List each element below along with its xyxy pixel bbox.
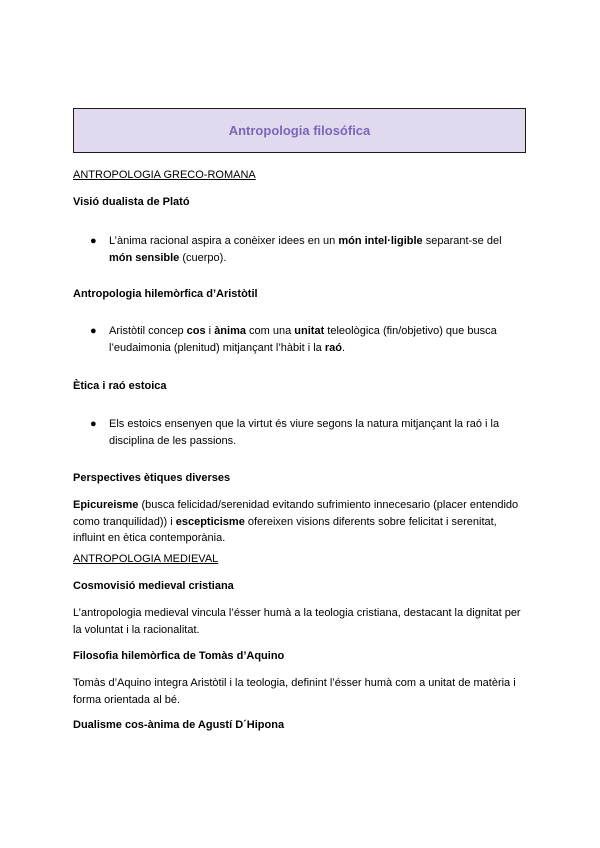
title-banner [73, 108, 526, 153]
paragraph-perspectives: Epicureisme (busca felicidad/serenidad evitando sufrimiento innecesario (placer entendido como tranquilidad)) i escepticisme ofereixen visions diferents sobre felicitat i serenitat, influint en ètica contemporània. [73, 499, 519, 544]
section-heading-medieval: ANTROPOLOGIA MEDIEVAL [73, 553, 219, 565]
bullet-dot-icon: ● [90, 325, 97, 337]
page-title: Antropologia filosófica [228, 123, 371, 138]
bullet-text: Aristòtil concep cos i ànima com una unitat teleològica (fin/objetivo) que busca l’eudaimonia (plenitud) mitjançant l’hàbit i la raó. [109, 325, 497, 354]
section-heading-greco-romana: ANTROPOLOGIA GRECO-ROMANA [73, 169, 256, 181]
heading-cosmovisio: Cosmovisió medieval cristiana [73, 580, 234, 592]
heading-perspectives: Perspectives ètiques diverses [73, 472, 231, 484]
heading-aristotil: Antropologia hilemòrfica d’Aristòtil [73, 288, 258, 300]
heading-agusti: Dualisme cos-ànima de Agustí D´Hipona [73, 719, 285, 731]
bullet-dot-icon: ● [90, 235, 97, 247]
bullet-dot-icon: ● [90, 418, 97, 430]
heading-tomas: Filosofia hilemòrfica de Tomàs d’Aquino [73, 650, 285, 662]
heading-estoica: Ètica i raó estoica [73, 380, 167, 392]
paragraph-cosmovisio: L’antropologia medieval vincula l’ésser humà a la teologia cristiana, destacant la dignitat per la voluntat i la racionalitat. [73, 607, 521, 636]
heading-plato: Visió dualista de Plató [73, 196, 190, 208]
bullet-text: Els estoics ensenyen que la virtut és viure segons la natura mitjançant la raó i la disciplina de les passions. [109, 418, 500, 447]
paragraph-tomas: Tomàs d’Aquino integra Aristòtil i la teologia, definint l’ésser humà com a unitat de matèria i forma orientada al bé. [73, 677, 516, 706]
bullet-text: L’ànima racional aspira a conèixer idees en un món intel·ligible separant-se del món sensible (cuerpo). [109, 235, 502, 264]
